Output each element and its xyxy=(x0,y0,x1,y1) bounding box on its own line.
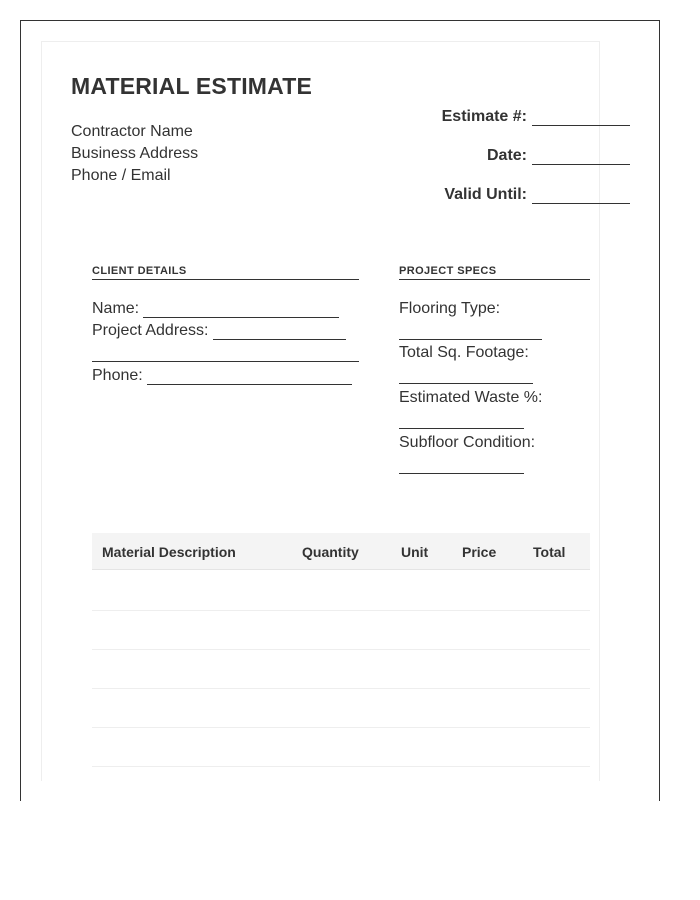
subfloor-condition-label: Subfloor Condition: xyxy=(399,434,536,451)
column-material-description: Material Description xyxy=(102,544,236,560)
project-address-field-line-2[interactable] xyxy=(92,361,359,362)
table-row[interactable] xyxy=(92,610,590,611)
client-phone-field[interactable] xyxy=(147,370,352,385)
estimate-number-row xyxy=(442,108,630,126)
estimate-number-field[interactable] xyxy=(532,111,630,126)
client-name-label: Name: xyxy=(92,300,140,317)
table-row[interactable] xyxy=(92,766,590,767)
sq-footage-label: Total Sq. Footage: xyxy=(399,344,529,361)
client-details-heading: CLIENT DETAILS xyxy=(92,265,359,280)
contractor-block xyxy=(71,121,198,187)
client-name-row xyxy=(92,300,339,318)
project-specs-heading: PROJECT SPECS xyxy=(399,265,590,280)
column-unit: Unit xyxy=(401,544,429,560)
phone-email: Phone / Email xyxy=(71,167,171,184)
table-row[interactable] xyxy=(92,688,590,689)
table-row[interactable] xyxy=(92,649,590,650)
flooring-type-field[interactable] xyxy=(399,339,542,340)
subfloor-condition-field[interactable] xyxy=(399,473,524,474)
column-price: Price xyxy=(462,544,497,560)
valid-until-row xyxy=(444,186,630,204)
valid-until-field[interactable] xyxy=(532,189,630,204)
business-address: Business Address xyxy=(71,145,199,162)
client-phone-label: Phone: xyxy=(92,367,143,384)
date-row xyxy=(487,147,630,165)
project-address-label: Project Address: xyxy=(92,322,209,339)
date-field[interactable] xyxy=(532,150,630,165)
project-address-row xyxy=(92,322,346,340)
column-quantity: Quantity xyxy=(302,544,359,560)
table-row[interactable] xyxy=(92,727,590,728)
valid-until-label: Valid Until: xyxy=(444,186,527,203)
flooring-type-label: Flooring Type: xyxy=(399,300,501,317)
contractor-name: Contractor Name xyxy=(71,123,193,140)
sq-footage-field[interactable] xyxy=(399,383,533,384)
estimated-waste-label: Estimated Waste %: xyxy=(399,389,543,406)
project-address-field[interactable] xyxy=(213,325,346,340)
materials-table-header xyxy=(92,533,590,570)
client-phone-row xyxy=(92,367,352,385)
column-total: Total xyxy=(533,544,566,560)
date-label: Date: xyxy=(486,147,527,164)
estimate-number-label: Estimate #: xyxy=(441,108,527,125)
document-title: MATERIAL ESTIMATE xyxy=(71,73,313,99)
estimated-waste-field[interactable] xyxy=(399,428,524,429)
client-name-field[interactable] xyxy=(143,303,339,318)
